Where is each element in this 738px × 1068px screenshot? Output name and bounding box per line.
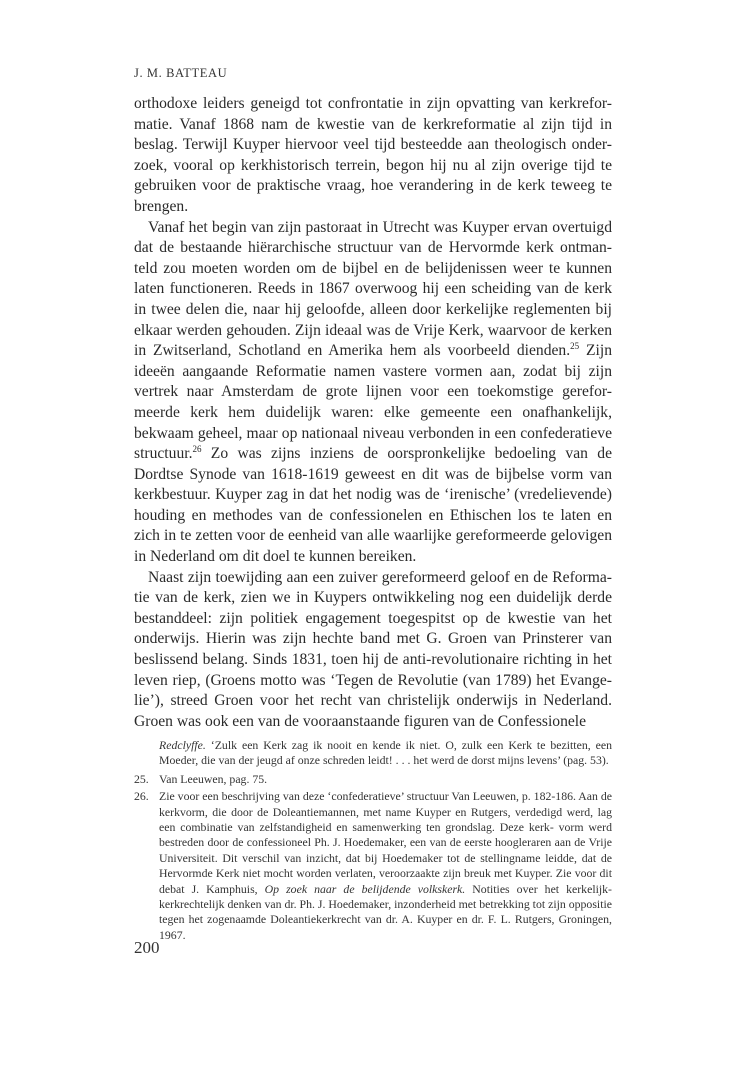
footnote	[134, 772, 612, 787]
paragraph-text: Zijn ideeën aangaande Reformatie namen vastere vormen aan, zodat bij zijn vertrek naar Amsterdam de grote lijnen voor een toekomstige gerefor- meerde kerk hem duidelijk waren: elke gemeente een onafhankelijk, bekwaam geheel, maar op nationaal niveau verbonden in een confederatieve structuur.	[134, 342, 612, 463]
footnote-ref: 25	[570, 340, 580, 351]
footnote-continuation	[134, 738, 612, 769]
footnote-text: Notities over het kerkelijk-kerkrechtelijk denken van dr. Ph. J. Hoedemaker, inzonderheid met betrekking tot zijn oppositie tegen het zogenaamde Doleantiekerkrecht van dr. A. Kuyper en dr. F. L. Rutgers, Groningen, 1967.	[159, 881, 612, 942]
paragraph-text: orthodoxe leiders geneigd tot confrontatie in zijn opvatting van kerkrefor- matie. Vanaf 1868 nam de kwestie van de kerkreformatie al zijn tijd in beslag. Terwijl Kuyper hiervoor veel tijd besteedde aan theologisch onder- zoek, vooral op kerkhistorisch terrein, begon hij nu al zijn overige tijd te gebruiken voor de praktische vraag, hoe verandering in de kerk teweeg te brengen.	[134, 95, 612, 215]
paragraph-text: Vanaf het begin van zijn pastoraat in Utrecht was Kuyper ervan overtuigd dat de bestaande hiërarchische structuur van de Hervormde kerk ontman- teld zou moeten worden om de bijbel en de belijdenissen weer te kunnen laten functioneren. Reeds in 1867 overwoog hij een scheiding van de kerk in twee delen die, naar hij geloofde, alleen door kerkelijke reglementen bij elkaar werden gehouden. Zijn ideaal was de Vrije Kerk, waarvoor de kerken in Zwitserland, Schotland en Amerika hem als voorbeeld dienden.	[134, 218, 612, 360]
paragraph	[134, 94, 612, 218]
footnote	[134, 789, 612, 943]
paragraph	[134, 568, 612, 733]
footnote-number: 25.	[134, 771, 149, 786]
footnote-ref: 26	[192, 443, 202, 454]
footnote-text: Zie voor een beschrijving van deze ‘confederatieve’ structuur Van Leeuwen, p. 182-186. Aan de kerkvorm, die door de Doleantiemannen, met name Kuyper en Rutgers, verdedigd werd, lag een combinatie van zelfstandigheid en samenwerking ten grondslag. Deze kerk- vorm werd bestreden door de confessioneel Ph. J. Hoedemaker, een van de eerste hoogleraren aan de Vrije Universiteit. Dit verschil van inzicht, dat bij Hoedemaker tot de stellingname leidde, dat de Hervormde Kerk niet mocht worden verlaten, veroorzaakte zijn breuk met Kuyper. Zie voor dit debat J. Kamphuis,	[159, 789, 612, 896]
footnote-number: 26.	[134, 789, 149, 804]
paragraph-text: Zo was zijns inziens de oorspronkelijke bedoeling van de Dordtse Synode van 1618-1619 geweest en dit was de bijbelse vorm van kerkbestuur. Kuyper zag in dat het nodig was de ‘irenische’ (vredelievende) houding en methodes van de confessionelen en Ethischen los te laten en zich in te zetten voor de eenheid van alle waarlijke gereformeerde gelovigen in Nederland om dit doel te kunnen bereiken.	[134, 445, 612, 566]
paragraph-text: Naast zijn toewijding aan een zuiver gereformeerd geloof en de Reforma- tie van de kerk, zien we in Kuypers ontwikkeling nog een duidelijk derde bestanddeel: zijn politiek engagement toegespitst op de kwestie van het onderwijs. Hierin was zijn hechte band met G. Groen van Prinsterer van beslissend belang. Sinds 1831, toen hij de anti-revolutionaire richting in het leven riep, (Groens motto was ‘Tegen de Revolutie (van 1789) het Evange- lie’), streed Groen voor het recht van christelijk onderwijs in Nederland. Groen was ook een van de vooraanstaande figuren van de Confessionele	[134, 568, 612, 730]
footnote-book-title: Op zoek naar de belijdende volkskerk.	[264, 881, 466, 896]
footnote-title: Redclyffe.	[159, 738, 206, 752]
paragraph	[134, 218, 612, 568]
page-number: 200	[134, 938, 160, 957]
running-head: J. M. BATTEAU	[134, 66, 228, 80]
footnote-text: Van Leeuwen, pag. 75.	[159, 771, 268, 786]
body-text	[134, 94, 612, 732]
footnotes	[134, 738, 612, 943]
footnote-text: ‘Zulk een Kerk zag ik nooit en kende ik niet. O, zulk een Kerk te bezitten, een Moeder, die van der jeugd af onze schreden leidt! . . . het werd de dorst mijns levens’ (pag. 53).	[159, 738, 612, 768]
